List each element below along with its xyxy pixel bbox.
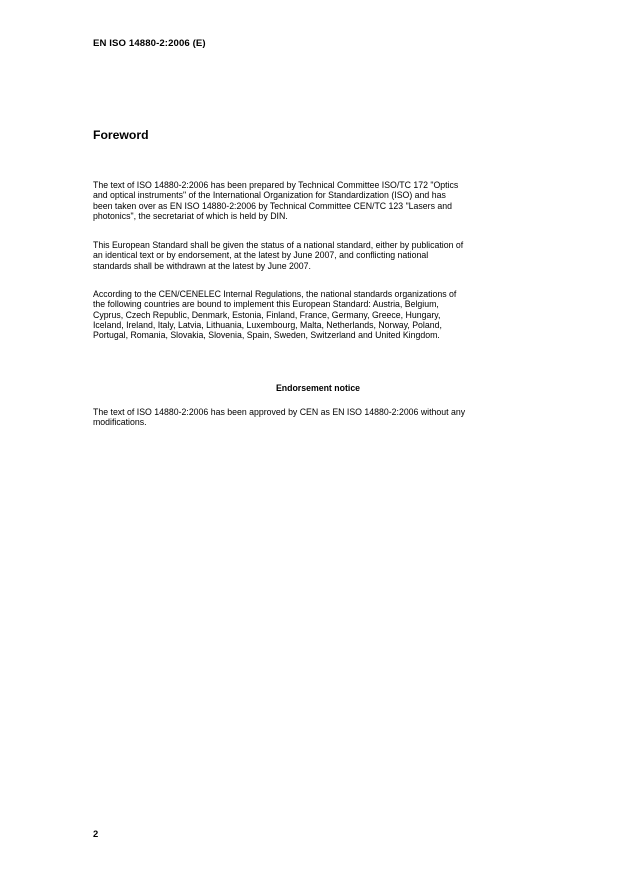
text-line: standards shall be withdrawn at the latest by June 2007. (93, 260, 311, 271)
foreword-paragraph-2 (93, 240, 543, 271)
text-line: the following countries are bound to implement this European Standard: Austria, Belgium, (93, 299, 439, 310)
text-line: According to the CEN/CENELEC Internal Regulations, the national standards organizations of (93, 289, 457, 299)
foreword-paragraph-3 (93, 289, 543, 340)
page-number: 2 (93, 828, 99, 839)
text-line: an identical text or by endorsement, at the latest by June 2007, and conflicting national (93, 250, 429, 261)
endorsement-heading: Endorsement notice (275, 383, 361, 393)
text-line: This European Standard shall be given the status of a national standard, either by publication of (93, 240, 464, 250)
document-header: EN ISO 14880-2:2006 (E) (93, 38, 206, 49)
text-line: The text of ISO 14880-2:2006 has been prepared by Technical Committee ISO/TC 172 "Optics (93, 180, 459, 190)
endorsement-paragraph (93, 407, 543, 428)
foreword-heading: Foreword (93, 128, 149, 142)
text-line: The text of ISO 14880-2:2006 has been approved by CEN as EN ISO 14880-2:2006 without any (93, 407, 466, 417)
foreword-paragraph-1 (93, 180, 543, 221)
text-line: Iceland, Ireland, Italy, Latvia, Lithuania, Luxembourg, Malta, Netherlands, Norway, Poland, (93, 319, 442, 330)
text-line: and optical instruments" of the International Organization for Standardization (ISO) and has (93, 190, 446, 201)
text-line: photonics", the secretariat of which is held by DIN. (93, 210, 288, 221)
text-line: modifications. (93, 417, 147, 428)
text-line: Portugal, Romania, Slovakia, Slovenia, Spain, Sweden, Switzerland and United Kingdom. (93, 330, 440, 341)
text-line: been taken over as EN ISO 14880-2:2006 by Technical Committee CEN/TC 123 "Lasers and (93, 200, 452, 211)
text-line: Cyprus, Czech Republic, Denmark, Estonia, Finland, France, Germany, Greece, Hungary, (93, 309, 441, 320)
